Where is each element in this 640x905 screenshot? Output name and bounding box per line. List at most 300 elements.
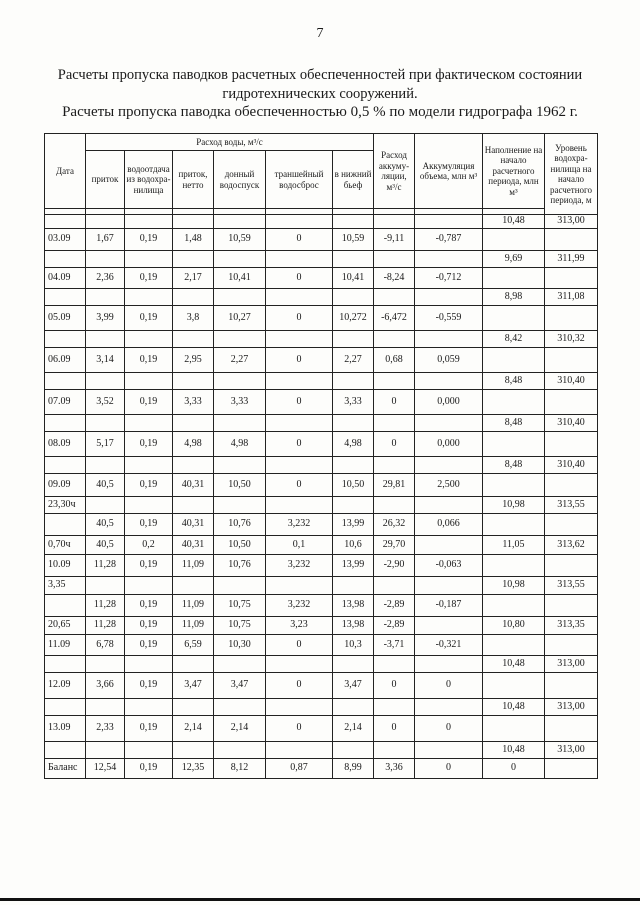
table-cell: 0,19: [125, 229, 173, 251]
table-cell: [545, 432, 598, 457]
table-cell: [333, 373, 374, 390]
table-cell: [214, 742, 266, 759]
date-cell: [45, 373, 86, 390]
table-cell: 3,232: [266, 595, 333, 617]
table-cell: [86, 289, 125, 306]
table-cell: 40,31: [173, 474, 214, 497]
table-cell: [173, 373, 214, 390]
table-row: [45, 331, 598, 348]
table-cell: 3,8: [173, 306, 214, 331]
table-cell: 0: [266, 635, 333, 656]
table-cell: 4,98: [214, 432, 266, 457]
table-cell: [333, 577, 374, 595]
table-cell: 29,81: [374, 474, 415, 497]
table-cell: 3,47: [173, 673, 214, 699]
table-cell: [333, 215, 374, 229]
header-tailwater: в нижний бьеф: [333, 151, 374, 209]
date-cell: 3,35: [45, 577, 86, 595]
table-cell: [374, 415, 415, 432]
table-cell: 311,99: [545, 251, 598, 268]
table-row: [45, 251, 598, 268]
table-cell: 8,48: [483, 373, 545, 390]
date-cell: 11.09: [45, 635, 86, 656]
table-cell: [415, 215, 483, 229]
table-cell: 0: [266, 348, 333, 373]
table-cell: 11,28: [86, 617, 125, 635]
table-cell: [266, 699, 333, 716]
table-cell: [214, 415, 266, 432]
table-cell: [86, 742, 125, 759]
table-cell: 4,98: [173, 432, 214, 457]
table-cell: 0: [266, 432, 333, 457]
table-cell: 13,99: [333, 555, 374, 577]
table-row: [45, 289, 598, 306]
table-cell: 0: [266, 474, 333, 497]
table-row: [45, 432, 598, 457]
table-cell: [214, 656, 266, 673]
table-cell: [266, 215, 333, 229]
table-cell: [333, 331, 374, 348]
table-cell: [483, 306, 545, 331]
date-cell: [45, 595, 86, 617]
table-cell: [483, 432, 545, 457]
table-cell: 0: [266, 306, 333, 331]
table-cell: 10,98: [483, 577, 545, 595]
table-cell: [173, 656, 214, 673]
table-cell: 0,19: [125, 716, 173, 742]
table-cell: [333, 289, 374, 306]
table-cell: 0: [374, 432, 415, 457]
table-cell: 10,75: [214, 617, 266, 635]
table-cell: [415, 251, 483, 268]
table-cell: 3,14: [86, 348, 125, 373]
table-cell: 0,19: [125, 306, 173, 331]
table-cell: [125, 577, 173, 595]
table-row: [45, 373, 598, 390]
table-cell: 0,19: [125, 595, 173, 617]
table-cell: [125, 415, 173, 432]
flood-calculation-table: [44, 133, 598, 779]
table-cell: 0: [415, 716, 483, 742]
table-cell: [173, 577, 214, 595]
table-cell: 0: [374, 716, 415, 742]
table-row: [45, 215, 598, 229]
table-cell: [86, 215, 125, 229]
table-cell: 13,98: [333, 595, 374, 617]
table-cell: [415, 577, 483, 595]
table-cell: 10,50: [214, 474, 266, 497]
table-row: [45, 514, 598, 536]
date-cell: [45, 457, 86, 474]
table-cell: 10,30: [214, 635, 266, 656]
table-row: [45, 577, 598, 595]
table-cell: 313,00: [545, 742, 598, 759]
table-row: [45, 536, 598, 555]
table-row: [45, 306, 598, 331]
table-cell: [374, 331, 415, 348]
table-cell: 8,99: [333, 759, 374, 779]
table-cell: -8,24: [374, 268, 415, 289]
table-cell: [333, 415, 374, 432]
date-cell: [45, 656, 86, 673]
table-row: [45, 759, 598, 779]
table-cell: [545, 759, 598, 779]
table-cell: 9,69: [483, 251, 545, 268]
table-row: [45, 555, 598, 577]
date-cell: 12.09: [45, 673, 86, 699]
date-cell: [45, 742, 86, 759]
table-cell: [545, 555, 598, 577]
table-cell: [214, 331, 266, 348]
table-cell: [266, 251, 333, 268]
table-cell: 12,35: [173, 759, 214, 779]
table-cell: 2,14: [333, 716, 374, 742]
date-cell: 09.09: [45, 474, 86, 497]
table-cell: [214, 497, 266, 514]
table-cell: [173, 415, 214, 432]
table-cell: 10,50: [214, 536, 266, 555]
date-cell: [45, 699, 86, 716]
table-cell: 4,98: [333, 432, 374, 457]
table-cell: -3,71: [374, 635, 415, 656]
table-cell: [415, 331, 483, 348]
table-cell: 3,33: [333, 390, 374, 415]
table-cell: 0,19: [125, 514, 173, 536]
table-cell: 10,41: [333, 268, 374, 289]
table-cell: -0,187: [415, 595, 483, 617]
table-cell: 0,19: [125, 635, 173, 656]
table-row: [45, 617, 598, 635]
page-bottom-rule: [0, 898, 640, 901]
table-row: [45, 656, 598, 673]
table-cell: 0,19: [125, 617, 173, 635]
table-cell: [86, 699, 125, 716]
table-cell: 10,59: [333, 229, 374, 251]
table-cell: [86, 497, 125, 514]
table-cell: [333, 497, 374, 514]
table-cell: [374, 699, 415, 716]
date-cell: 04.09: [45, 268, 86, 289]
table-cell: [415, 415, 483, 432]
table-cell: 10,98: [483, 497, 545, 514]
table-cell: 1,67: [86, 229, 125, 251]
table-cell: [415, 617, 483, 635]
table-cell: [483, 595, 545, 617]
table-cell: [86, 373, 125, 390]
table-cell: [545, 268, 598, 289]
table-cell: -0,787: [415, 229, 483, 251]
table-row: [45, 635, 598, 656]
header-water-flow: Расход воды, м³/с: [86, 134, 374, 151]
table-cell: 3,52: [86, 390, 125, 415]
table-cell: [266, 373, 333, 390]
table-cell: 10,59: [214, 229, 266, 251]
table-cell: 0,059: [415, 348, 483, 373]
date-cell: 13.09: [45, 716, 86, 742]
table-cell: 0: [415, 673, 483, 699]
table-cell: [374, 497, 415, 514]
table-cell: 3,232: [266, 514, 333, 536]
table-cell: [374, 656, 415, 673]
table-cell: [374, 289, 415, 306]
table-cell: -0,063: [415, 555, 483, 577]
table-cell: 1,48: [173, 229, 214, 251]
table-cell: 310,40: [545, 415, 598, 432]
table-cell: [266, 289, 333, 306]
header-fill-start: Наполнение на начало расчетного периода, млн м³: [483, 134, 545, 209]
date-cell: 07.09: [45, 390, 86, 415]
table-cell: 2,14: [173, 716, 214, 742]
table-cell: 0: [415, 759, 483, 779]
table-cell: [483, 474, 545, 497]
table-cell: [173, 497, 214, 514]
table-cell: 10,41: [214, 268, 266, 289]
table-cell: [415, 289, 483, 306]
table-cell: [545, 635, 598, 656]
table-cell: [266, 656, 333, 673]
header-net-inflow: приток, нетто: [173, 151, 214, 209]
table-cell: -0,321: [415, 635, 483, 656]
table-cell: 3,36: [374, 759, 415, 779]
date-cell: 20,65: [45, 617, 86, 635]
table-cell: 10,75: [214, 595, 266, 617]
title-line-2: гидротехнических сооружений.: [222, 86, 418, 102]
table-cell: 0,19: [125, 555, 173, 577]
flood-calculation-table-wrapper: [44, 133, 598, 779]
table-cell: 0: [266, 673, 333, 699]
table-cell: 0,19: [125, 673, 173, 699]
table-cell: 11,28: [86, 555, 125, 577]
table-cell: [545, 595, 598, 617]
date-cell: [45, 514, 86, 536]
table-cell: 8,42: [483, 331, 545, 348]
date-cell: 06.09: [45, 348, 86, 373]
table-cell: 10,80: [483, 617, 545, 635]
table-row: [45, 229, 598, 251]
table-row: [45, 415, 598, 432]
table-cell: [545, 673, 598, 699]
table-cell: [125, 656, 173, 673]
date-cell: 0,70ч: [45, 536, 86, 555]
table-cell: 10,6: [333, 536, 374, 555]
table-cell: -2,89: [374, 617, 415, 635]
table-cell: 3,99: [86, 306, 125, 331]
table-cell: 2,500: [415, 474, 483, 497]
table-cell: [483, 268, 545, 289]
date-cell: Баланс: [45, 759, 86, 779]
table-cell: [125, 251, 173, 268]
table-cell: 5,17: [86, 432, 125, 457]
table-cell: [214, 251, 266, 268]
table-cell: 10,48: [483, 742, 545, 759]
table-cell: [374, 577, 415, 595]
header-accum-volume: Аккумуляция объема, млн м³: [415, 134, 483, 209]
table-cell: [214, 289, 266, 306]
table-row: [45, 457, 598, 474]
table-cell: [374, 457, 415, 474]
table-cell: 13,99: [333, 514, 374, 536]
table-cell: [86, 457, 125, 474]
table-cell: 11,09: [173, 595, 214, 617]
table-cell: [333, 699, 374, 716]
table-cell: [415, 373, 483, 390]
table-cell: 2,27: [214, 348, 266, 373]
header-trench-spillway: траншейный водосброс: [266, 151, 333, 209]
table-cell: [125, 699, 173, 716]
table-cell: 310,40: [545, 457, 598, 474]
table-cell: 11,09: [173, 555, 214, 577]
table-cell: 311,08: [545, 289, 598, 306]
header-accum-flow: Расход аккуму-ляции, м³/с: [374, 134, 415, 209]
date-cell: 05.09: [45, 306, 86, 331]
table-cell: [333, 457, 374, 474]
table-cell: [86, 415, 125, 432]
table-cell: 10,3: [333, 635, 374, 656]
table-cell: [173, 289, 214, 306]
table-cell: 3,47: [214, 673, 266, 699]
table-cell: [483, 673, 545, 699]
table-cell: 0: [374, 390, 415, 415]
table-cell: 313,00: [545, 656, 598, 673]
table-cell: [173, 699, 214, 716]
table-cell: 40,5: [86, 474, 125, 497]
table-cell: [214, 215, 266, 229]
table-row: [45, 474, 598, 497]
table-cell: [483, 229, 545, 251]
table-cell: 29,70: [374, 536, 415, 555]
table-cell: 11,05: [483, 536, 545, 555]
table-row: [45, 348, 598, 373]
table-body: [45, 215, 598, 779]
table-cell: [483, 716, 545, 742]
table-cell: 3,23: [266, 617, 333, 635]
header-water-withdrawal: водоотдача из водохра-нилища: [125, 151, 173, 209]
table-cell: [266, 577, 333, 595]
table-cell: 3,232: [266, 555, 333, 577]
table-cell: [415, 699, 483, 716]
title-line-1: Расчеты пропуска паводков расчетных обеспеченностей при фактическом состоянии: [57, 67, 583, 83]
table-cell: 0,87: [266, 759, 333, 779]
table-cell: -0,559: [415, 306, 483, 331]
table-cell: 10,272: [333, 306, 374, 331]
table-cell: [266, 457, 333, 474]
table-cell: 40,5: [86, 536, 125, 555]
table-cell: [483, 635, 545, 656]
table-cell: 10,76: [214, 555, 266, 577]
table-cell: 2,95: [173, 348, 214, 373]
table-cell: 310,32: [545, 331, 598, 348]
table-cell: 0,2: [125, 536, 173, 555]
table-cell: 2,36: [86, 268, 125, 289]
table-cell: [415, 536, 483, 555]
date-cell: 10.09: [45, 555, 86, 577]
table-cell: 12,54: [86, 759, 125, 779]
table-cell: [125, 215, 173, 229]
table-cell: 6,78: [86, 635, 125, 656]
table-cell: -2,89: [374, 595, 415, 617]
table-cell: 6,59: [173, 635, 214, 656]
table-cell: 0,19: [125, 268, 173, 289]
table-cell: 10,50: [333, 474, 374, 497]
table-cell: 2,33: [86, 716, 125, 742]
table-row: [45, 595, 598, 617]
table-cell: 0,19: [125, 432, 173, 457]
table-cell: 11,09: [173, 617, 214, 635]
table-cell: 0,19: [125, 759, 173, 779]
date-cell: 23,30ч: [45, 497, 86, 514]
table-cell: [173, 251, 214, 268]
table-cell: 13,98: [333, 617, 374, 635]
table-cell: [374, 251, 415, 268]
table-cell: 313,00: [545, 699, 598, 716]
header-level-start: Уровень водохра-нилища на начало расчетного периода, м: [545, 134, 598, 215]
table-cell: 3,33: [214, 390, 266, 415]
table-cell: [173, 331, 214, 348]
table-cell: [125, 742, 173, 759]
table-cell: 3,66: [86, 673, 125, 699]
table-cell: [483, 555, 545, 577]
table-row: [45, 673, 598, 699]
table-cell: [214, 577, 266, 595]
table-cell: [374, 742, 415, 759]
table-cell: [545, 348, 598, 373]
table-cell: 0,19: [125, 348, 173, 373]
table-cell: [374, 373, 415, 390]
table-cell: [483, 390, 545, 415]
table-cell: [86, 251, 125, 268]
table-cell: [333, 656, 374, 673]
table-cell: 0: [266, 716, 333, 742]
table-cell: [214, 457, 266, 474]
table-cell: [545, 716, 598, 742]
table-cell: 11,28: [86, 595, 125, 617]
table-cell: [415, 497, 483, 514]
table-cell: [266, 742, 333, 759]
table-cell: -9,11: [374, 229, 415, 251]
table-row: [45, 699, 598, 716]
table-cell: 0,19: [125, 390, 173, 415]
table-cell: 8,48: [483, 415, 545, 432]
table-cell: [415, 656, 483, 673]
table-cell: 0,1: [266, 536, 333, 555]
table-row: [45, 497, 598, 514]
table-cell: [86, 656, 125, 673]
table-cell: 0: [266, 390, 333, 415]
table-row: [45, 716, 598, 742]
table-cell: 313,55: [545, 577, 598, 595]
table-cell: [173, 457, 214, 474]
table-cell: 0,000: [415, 432, 483, 457]
table-cell: 8,12: [214, 759, 266, 779]
date-cell: [45, 251, 86, 268]
table-cell: -0,712: [415, 268, 483, 289]
table-cell: [125, 289, 173, 306]
table-cell: [415, 742, 483, 759]
date-cell: [45, 415, 86, 432]
table-cell: 313,35: [545, 617, 598, 635]
table-cell: [545, 514, 598, 536]
header-date: Дата: [45, 134, 86, 209]
table-cell: [333, 742, 374, 759]
title-line-3: Расчеты пропуска паводка обеспеченностью 0,5 % по модели гидрографа 1962 г.: [62, 104, 578, 120]
table-cell: [545, 474, 598, 497]
table-cell: 26,32: [374, 514, 415, 536]
page-number: 7: [316, 26, 324, 41]
table-cell: 40,31: [173, 514, 214, 536]
table-cell: [125, 497, 173, 514]
table-cell: [125, 331, 173, 348]
table-cell: 0,000: [415, 390, 483, 415]
